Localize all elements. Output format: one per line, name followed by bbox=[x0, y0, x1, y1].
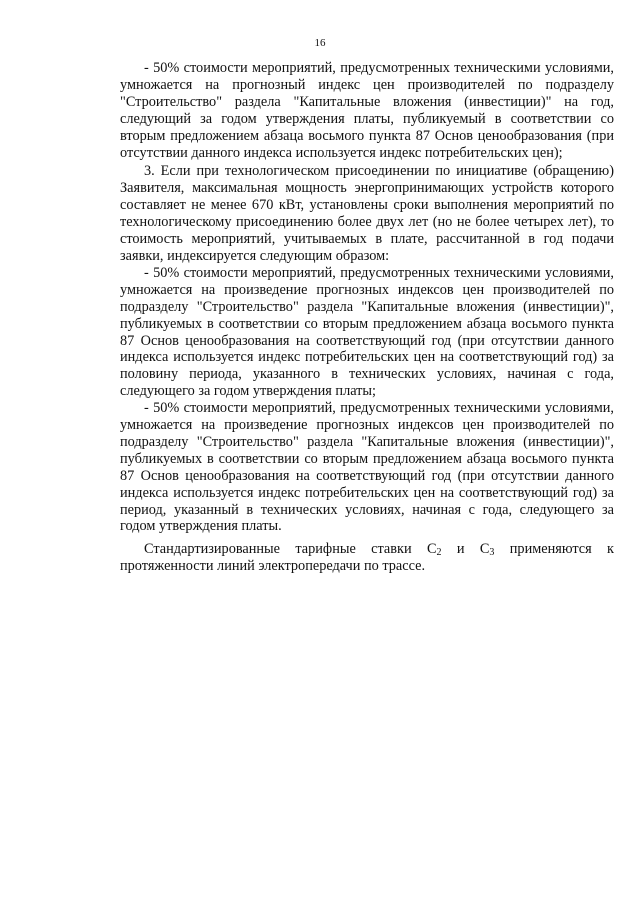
subscript-c2: 2 bbox=[436, 547, 442, 559]
rates-text-start: Стандартизированные тарифные ставки С bbox=[144, 541, 437, 558]
rates-text-end: применяются к протяженности линий электропередачи по трассе. bbox=[120, 541, 614, 575]
rates-text-middle: и С bbox=[441, 541, 490, 558]
page-number: 16 bbox=[314, 37, 326, 49]
paragraph-standard-rates bbox=[120, 541, 614, 575]
subscript-c3: 3 bbox=[489, 547, 495, 559]
paragraph-item-3: 3. Если при технологическом присоединении по инициативе (обращению) Заявителя, максимальная мощность энергопринимающих устройств которого составляет не менее 670 кВт, установлены сроки выполнения мероприятий по технологическому присоединению более двух лет (но не более четырех лет), то стоимость мероприятий, учитываемых в плате, рассчитанной в год подачи заявки, индексируется следующим образом: bbox=[120, 163, 614, 264]
document-body bbox=[120, 60, 614, 575]
paragraph-indexation-first-year: - 50% стоимости мероприятий, предусмотренных техническими условиями, умножается на прогнозный индекс цен производителей по подразделу "Строительство" раздела "Капитальные вложения (инвестиции)" на год, следующий за годом утверждения платы, публикуемый в соответствии со вторым предложением абзаца восьмого пункта 87 Основ ценообразования (при отсутствии данного индекса используется индекс потребительских цен); bbox=[120, 60, 614, 161]
paragraph-indexation-half-period: - 50% стоимости мероприятий, предусмотренных техническими условиями, умножается на произведение прогнозных индексов цен производителей по подразделу "Строительство" раздела "Капитальные вложения (инвестиции)", публикуемых в соответствии со вторым предложением абзаца восьмого пункта 87 Основ ценообразования на соответствующий год (при отсутствии данного индекса используется индекс потребительских цен на соответствующий год) за половину периода, указанного в технических условиях, начиная с года, следующего за годом утверждения платы; bbox=[120, 264, 614, 400]
paragraph-indexation-full-period: - 50% стоимости мероприятий, предусмотренных техническими условиями, умножается на произведение прогнозных индексов цен производителей по подразделу "Строительство" раздела "Капитальные вложения (инвестиции)", публикуемых в соответствии со вторым предложением абзаца восьмого пункта 87 Основ ценообразования на соответствующий год (при отсутствии данного индекса используется индекс потребительских цен на соответствующий год) за период, указанный в технических условиях, начиная с года, следующего за годом утверждения платы. bbox=[120, 400, 614, 535]
